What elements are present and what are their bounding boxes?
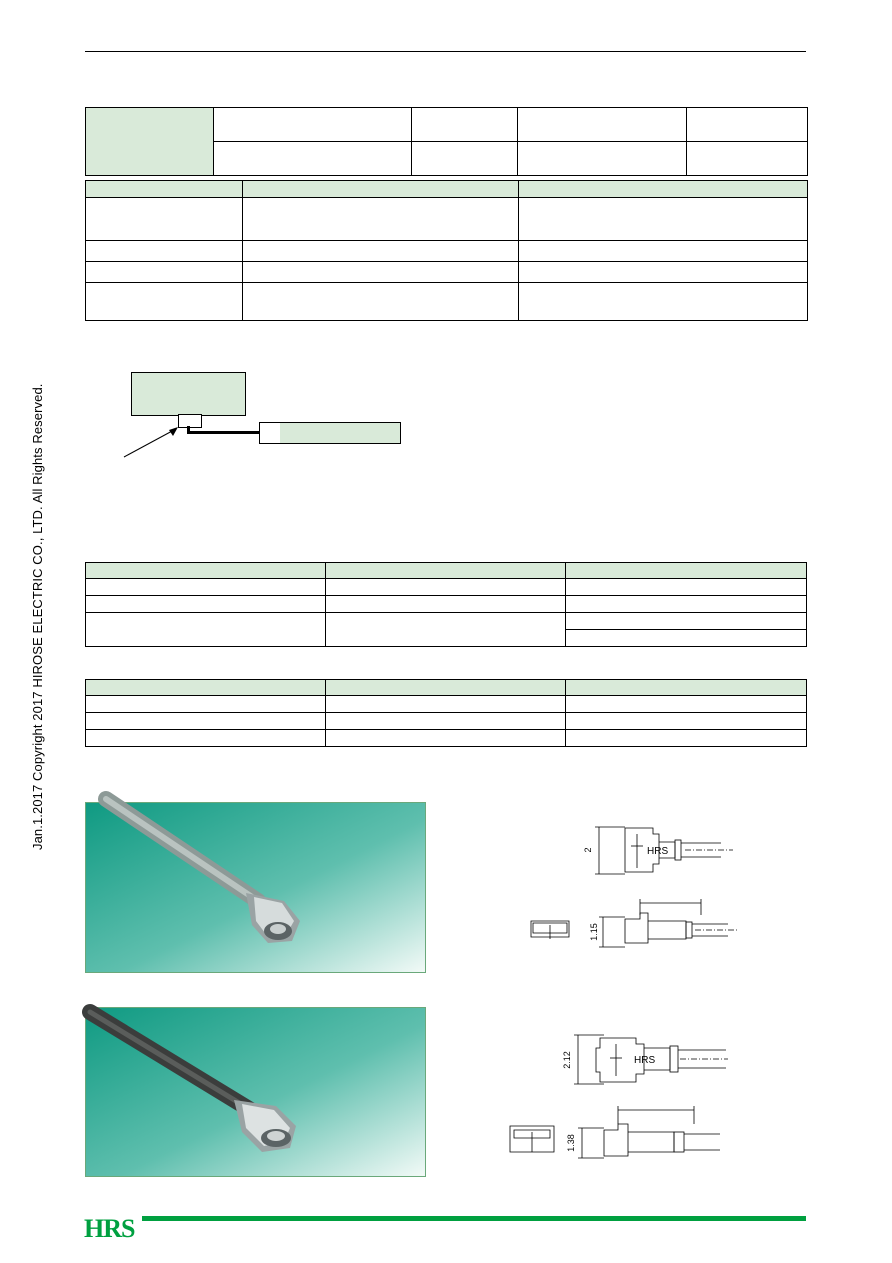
header-cell: [412, 142, 518, 176]
table-cell: [566, 696, 807, 713]
table-cell: [86, 283, 243, 321]
pointer-arrow: [120, 424, 182, 460]
table-cell: [519, 283, 808, 321]
header-table: [85, 107, 808, 176]
table-cell: [326, 596, 566, 613]
table-header-cell: [86, 680, 326, 696]
header-cell: [518, 108, 687, 142]
table-cell: [86, 596, 326, 613]
connector-line: [187, 431, 259, 434]
table-cell: [326, 730, 566, 747]
spec-header-cell: [243, 181, 519, 198]
table-header-cell: [326, 563, 566, 579]
table-cell: [566, 730, 807, 747]
spec-table: [85, 180, 808, 321]
hrs-logo: HRS: [84, 1214, 135, 1243]
table-cell: [519, 262, 808, 283]
table-cell: [86, 730, 326, 747]
copyright-notice: Jan.1.2017 Copyright 2017 HIROSE ELECTRIC CO., LTD. All Rights Reserved.: [30, 383, 45, 850]
footer-bar: [142, 1216, 806, 1221]
dimension-label: 2.12: [562, 1051, 572, 1069]
table-cell: [566, 596, 807, 613]
table-2: [85, 562, 807, 647]
drawing-top-view-1: [585, 822, 735, 882]
table-3: [85, 679, 807, 747]
spec-header-cell: [86, 181, 243, 198]
header-cell: [412, 108, 518, 142]
table-cell: [86, 613, 326, 647]
drawing-top-view-2: [560, 1030, 730, 1090]
table-cell: [326, 713, 566, 730]
table-cell: [243, 283, 519, 321]
table-cell: [86, 198, 243, 241]
header-cell: [214, 108, 412, 142]
table-cell: [519, 241, 808, 262]
table-cell: [243, 241, 519, 262]
code-box: [259, 422, 281, 444]
drawing-side-view-1: [525, 895, 740, 950]
drawing-side-view-2: [500, 1102, 725, 1162]
table-cell: [86, 262, 243, 283]
product-photo: [85, 1007, 426, 1177]
dimension-label: 1.15: [589, 923, 599, 941]
table-cell: [243, 198, 519, 241]
header-cell: [687, 108, 808, 142]
spec-header-cell: [519, 181, 808, 198]
table-cell: [86, 241, 243, 262]
header-label-cell: [86, 108, 214, 176]
code-box: [280, 422, 322, 444]
table-cell: [566, 630, 807, 647]
table-cell: [566, 713, 807, 730]
dimension-label: 2: [583, 847, 593, 853]
table-cell: [566, 579, 807, 596]
product-photo: [85, 802, 426, 973]
table-cell: [86, 696, 326, 713]
table-cell: [326, 579, 566, 596]
header-cell: [214, 142, 412, 176]
table-header-cell: [566, 563, 807, 579]
logo-mark: HRS: [647, 846, 669, 857]
table-cell: [326, 696, 566, 713]
header-cell: [687, 142, 808, 176]
table-cell: [566, 613, 807, 630]
table-cell: [326, 613, 566, 647]
header-cell: [518, 142, 687, 176]
code-box: [321, 422, 401, 444]
table-header-cell: [566, 680, 807, 696]
part-number-box: [131, 372, 246, 416]
logo-mark: HRS: [634, 1055, 656, 1066]
dimension-label: 1.38: [566, 1134, 576, 1152]
header-rule: [85, 51, 806, 52]
table-cell: [86, 713, 326, 730]
table-header-cell: [326, 680, 566, 696]
table-cell: [243, 262, 519, 283]
table-cell: [519, 198, 808, 241]
table-cell: [86, 579, 326, 596]
table-header-cell: [86, 563, 326, 579]
